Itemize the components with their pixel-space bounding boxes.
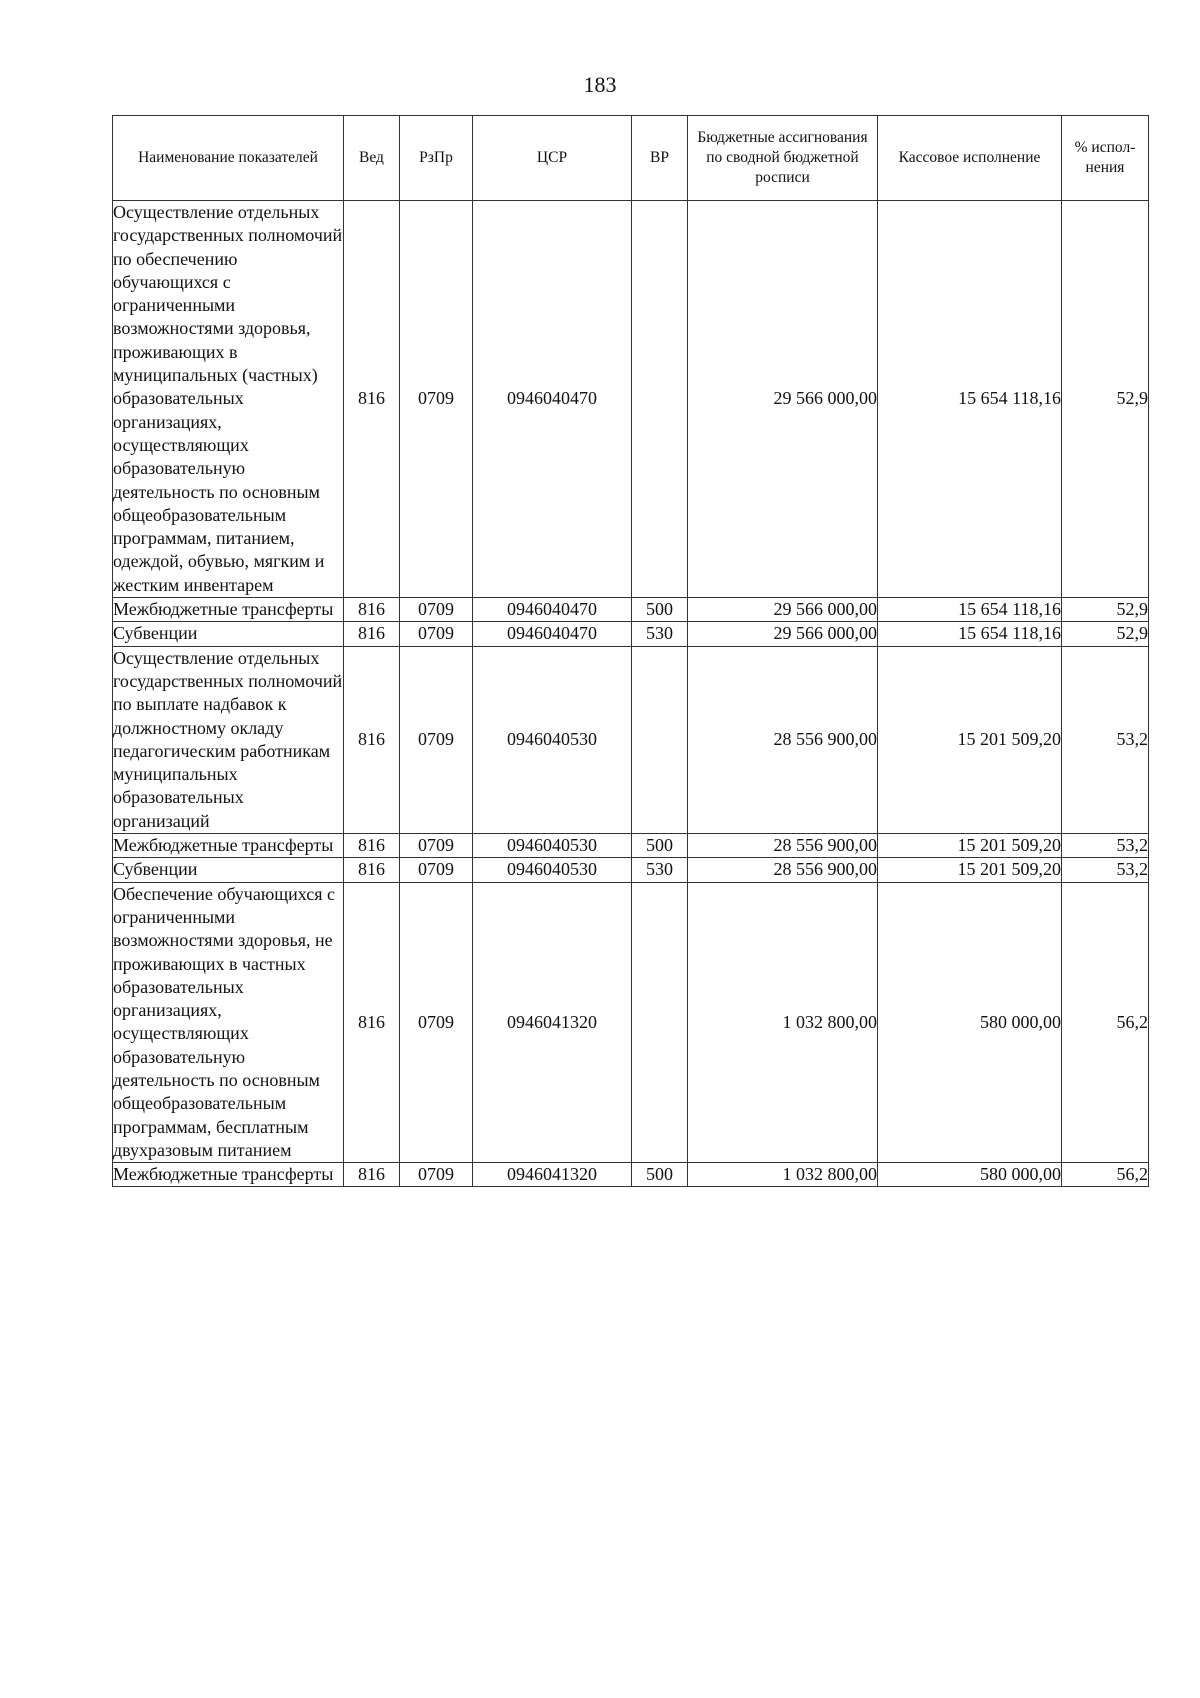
row-percent: 56,2	[1062, 882, 1149, 1163]
row-csr: 0946040470	[473, 598, 632, 622]
row-vr	[632, 201, 688, 598]
row-budget: 29 566 000,00	[688, 598, 878, 622]
row-percent: 53,2	[1062, 646, 1149, 833]
row-vr: 530	[632, 858, 688, 882]
row-rzpr: 0709	[400, 622, 473, 646]
row-csr: 0946040470	[473, 622, 632, 646]
budget-execution-table	[112, 115, 1149, 1187]
header-vr: ВР	[632, 116, 688, 201]
row-rzpr: 0709	[400, 1163, 473, 1187]
row-cash: 15 201 509,20	[878, 858, 1062, 882]
page-number: 183	[583, 72, 617, 97]
row-cash: 15 201 509,20	[878, 834, 1062, 858]
row-name: Межбюджетные трансферты	[113, 834, 344, 858]
row-ved: 816	[344, 201, 400, 598]
row-ved: 816	[344, 858, 400, 882]
row-rzpr: 0709	[400, 882, 473, 1163]
row-percent: 53,2	[1062, 858, 1149, 882]
row-rzpr: 0709	[400, 834, 473, 858]
row-cash: 580 000,00	[878, 1163, 1062, 1187]
row-percent: 56,2	[1062, 1163, 1149, 1187]
row-csr: 0946040470	[473, 201, 632, 598]
header-rzpr: РзПр	[400, 116, 473, 201]
header-cash: Кассовое исполнение	[878, 116, 1062, 201]
row-name: Межбюджетные трансферты	[113, 1163, 344, 1187]
row-cash: 15 201 509,20	[878, 646, 1062, 833]
row-ved: 816	[344, 646, 400, 833]
row-csr: 0946040530	[473, 646, 632, 833]
row-budget: 1 032 800,00	[688, 1163, 878, 1187]
row-vr: 530	[632, 622, 688, 646]
header-percent: % испол-нения	[1062, 116, 1149, 201]
row-rzpr: 0709	[400, 646, 473, 833]
row-vr: 500	[632, 598, 688, 622]
row-vr: 500	[632, 1163, 688, 1187]
table-row	[113, 622, 1149, 646]
row-percent: 52,9	[1062, 598, 1149, 622]
row-rzpr: 0709	[400, 201, 473, 598]
row-vr	[632, 882, 688, 1163]
row-budget: 1 032 800,00	[688, 882, 878, 1163]
row-budget: 29 566 000,00	[688, 201, 878, 598]
row-cash: 580 000,00	[878, 882, 1062, 1163]
row-percent: 52,9	[1062, 201, 1149, 598]
row-name: Субвенции	[113, 858, 344, 882]
table-row	[113, 882, 1149, 1163]
header-budget: Бюджетные ассигнования по сводной бюджетной росписи	[688, 116, 878, 201]
header-ved: Вед	[344, 116, 400, 201]
table-row	[113, 646, 1149, 833]
row-ved: 816	[344, 622, 400, 646]
table-row	[113, 858, 1149, 882]
row-percent: 52,9	[1062, 622, 1149, 646]
row-rzpr: 0709	[400, 858, 473, 882]
row-name: Межбюджетные трансферты	[113, 598, 344, 622]
row-ved: 816	[344, 882, 400, 1163]
row-name: Обеспечение обучающихся с ограниченными возможностями здоровья, не проживающих в частных образовательных организациях, осуществляющих образовательную деятельность по основным общеобразовательным программам, бесплатным двухразовым питанием	[113, 882, 344, 1163]
row-budget: 28 556 900,00	[688, 834, 878, 858]
row-csr: 0946040530	[473, 834, 632, 858]
header-csr: ЦСР	[473, 116, 632, 201]
row-cash: 15 654 118,16	[878, 598, 1062, 622]
row-cash: 15 654 118,16	[878, 622, 1062, 646]
table-row	[113, 598, 1149, 622]
header-name: Наименование показателей	[113, 116, 344, 201]
table-row	[113, 1163, 1149, 1187]
row-name: Субвенции	[113, 622, 344, 646]
row-percent: 53,2	[1062, 834, 1149, 858]
row-csr: 0946041320	[473, 882, 632, 1163]
header-row	[113, 116, 1149, 201]
row-ved: 816	[344, 598, 400, 622]
row-vr: 500	[632, 834, 688, 858]
table-row	[113, 201, 1149, 598]
row-budget: 28 556 900,00	[688, 646, 878, 833]
row-csr: 0946041320	[473, 1163, 632, 1187]
row-csr: 0946040530	[473, 858, 632, 882]
row-ved: 816	[344, 1163, 400, 1187]
row-budget: 29 566 000,00	[688, 622, 878, 646]
row-ved: 816	[344, 834, 400, 858]
row-budget: 28 556 900,00	[688, 858, 878, 882]
row-cash: 15 654 118,16	[878, 201, 1062, 598]
table-row	[113, 834, 1149, 858]
row-name: Осуществление отдельных государственных полномочий по выплате надбавок к должностному окладу педагогическим работникам муниципальных образовательных организаций	[113, 646, 344, 833]
row-name: Осуществление отдельных государственных полномочий по обеспечению обучающихся с ограниченными возможностями здоровья, проживающих в муниципальных (частных) образовательных организациях, осуществляющих образовательную деятельность по основным общеобразовательным программам, питанием, одеждой, обувью, мягким и жестким инвентарем	[113, 201, 344, 598]
row-rzpr: 0709	[400, 598, 473, 622]
row-vr	[632, 646, 688, 833]
